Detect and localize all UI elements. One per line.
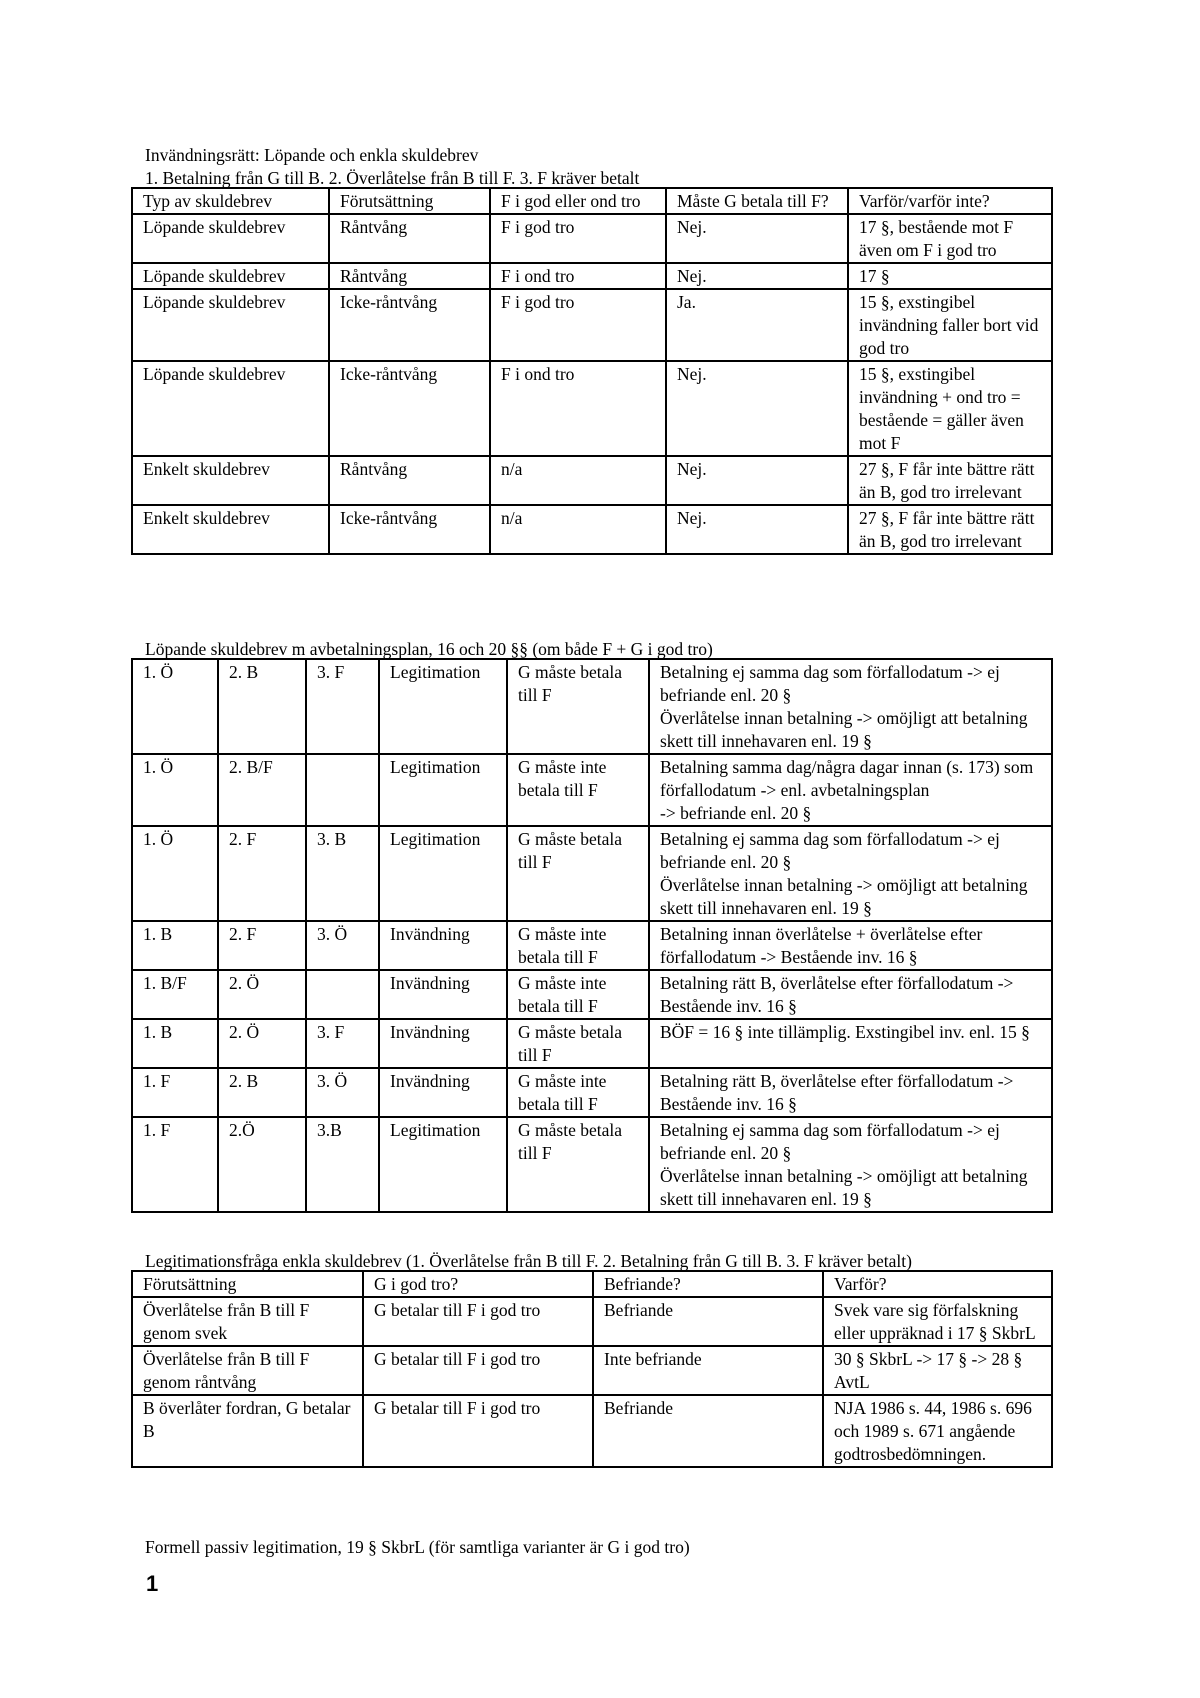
- table-cell: Invändning: [379, 1068, 507, 1117]
- table-cell: Nej.: [666, 505, 848, 554]
- table-cell: 1. F: [132, 1068, 218, 1117]
- table-cell: 2. B/F: [218, 754, 306, 826]
- table-cell: n/a: [490, 456, 666, 505]
- table-row: [132, 1068, 1052, 1117]
- table-cell: Ja.: [666, 289, 848, 361]
- table-cell: G måste inte betala till F: [507, 1068, 649, 1117]
- table-cell: G måste inte betala till F: [507, 754, 649, 826]
- table-cell: Svek vare sig förfalskning eller uppräknad i 17 § SkbrL: [823, 1297, 1052, 1346]
- table-cell: 30 § SkbrL -> 17 § -> 28 § AvtL: [823, 1346, 1052, 1395]
- table-cell: Befriande: [593, 1297, 823, 1346]
- table-cell: 17 §: [848, 263, 1052, 289]
- table-row: [132, 754, 1052, 826]
- header-cell: F i god eller ond tro: [490, 188, 666, 214]
- table-cell: Överlåtelse från B till F genom råntvång: [132, 1346, 363, 1395]
- table-cell: 2.Ö: [218, 1117, 306, 1212]
- table-cell: Betalning ej samma dag som förfallodatum -> ej befriande enl. 20 § Överlåtelse innan betalning -> omöjligt att betalning skett till innehavaren enl. 19 §: [649, 659, 1052, 754]
- table-cell: Nej.: [666, 456, 848, 505]
- table-cell: Betalning samma dag/några dagar innan (s. 173) som förfallodatum -> enl. avbetalningsplan -> befriande enl. 20 §: [649, 754, 1052, 826]
- table-cell: 1. B: [132, 1019, 218, 1068]
- table-header-row: [132, 188, 1052, 214]
- table-cell: 1. B: [132, 921, 218, 970]
- table-cell: Råntvång: [329, 456, 490, 505]
- table-cell: 3. B: [306, 826, 379, 921]
- table-cell: 3. Ö: [306, 1068, 379, 1117]
- table-cell: BÖF = 16 § inte tillämplig. Exstingibel inv. enl. 15 §: [649, 1019, 1052, 1068]
- table-cell: 2. B: [218, 1068, 306, 1117]
- table-cell: n/a: [490, 505, 666, 554]
- table-cell: Nej.: [666, 263, 848, 289]
- table-cell: Betalning ej samma dag som förfallodatum -> ej befriande enl. 20 § Överlåtelse innan betalning -> omöjligt att betalning skett till innehavaren enl. 19 §: [649, 1117, 1052, 1212]
- table-invandningsratt: [131, 187, 1053, 555]
- table-cell: F i god tro: [490, 214, 666, 263]
- table-cell: Betalning innan överlåtelse + överlåtelse efter förfallodatum -> Bestående inv. 16 §: [649, 921, 1052, 970]
- table-row: [132, 659, 1052, 754]
- table-cell: Enkelt skuldebrev: [132, 456, 329, 505]
- table-cell: Befriande: [593, 1395, 823, 1467]
- table-cell: G måste betala till F: [507, 659, 649, 754]
- table-row: [132, 921, 1052, 970]
- table-cell: Nej.: [666, 361, 848, 456]
- table-row: [132, 1395, 1052, 1467]
- table-cell: 1. Ö: [132, 754, 218, 826]
- table-cell: Icke-råntvång: [329, 361, 490, 456]
- page-number: 1: [146, 1571, 159, 1596]
- document-title: Invändningsrätt: Löpande och enkla skuldebrev: [145, 145, 479, 165]
- table-cell: F i ond tro: [490, 263, 666, 289]
- table-cell: Invändning: [379, 921, 507, 970]
- table-cell: Löpande skuldebrev: [132, 289, 329, 361]
- header-cell: Måste G betala till F?: [666, 188, 848, 214]
- table-cell: 2. Ö: [218, 1019, 306, 1068]
- table-row: [132, 263, 1052, 289]
- table-cell: 2. F: [218, 826, 306, 921]
- header-cell: Varför?: [823, 1271, 1052, 1297]
- table-cell: [306, 754, 379, 826]
- table-cell: Legitimation: [379, 754, 507, 826]
- table-cell: 27 §, F får inte bättre rätt än B, god tro irrelevant: [848, 505, 1052, 554]
- table-row: [132, 214, 1052, 263]
- table-cell: Överlåtelse från B till F genom svek: [132, 1297, 363, 1346]
- table-cell: 2. B: [218, 659, 306, 754]
- table-cell: 15 §, exstingibel invändning faller bort vid god tro: [848, 289, 1052, 361]
- table-legitimationsfraga: [131, 1270, 1053, 1468]
- table-cell: 3. F: [306, 659, 379, 754]
- table-cell: G måste inte betala till F: [507, 970, 649, 1019]
- table-cell: Löpande skuldebrev: [132, 361, 329, 456]
- table-avbetalningsplan: [131, 658, 1053, 1213]
- table-cell: 3.B: [306, 1117, 379, 1212]
- header-cell: Varför/varför inte?: [848, 188, 1052, 214]
- table-row: [132, 505, 1052, 554]
- table-cell: Invändning: [379, 1019, 507, 1068]
- table-cell: Icke-råntvång: [329, 289, 490, 361]
- table-row: [132, 826, 1052, 921]
- table-cell: Betalning rätt B, överlåtelse efter förfallodatum -> Bestående inv. 16 §: [649, 970, 1052, 1019]
- table-cell: G måste betala till F: [507, 1117, 649, 1212]
- header-cell: G i god tro?: [363, 1271, 593, 1297]
- table-cell: G betalar till F i god tro: [363, 1395, 593, 1467]
- table-cell: Legitimation: [379, 659, 507, 754]
- table-cell: 3. Ö: [306, 921, 379, 970]
- header-cell: Förutsättning: [329, 188, 490, 214]
- table-cell: Icke-råntvång: [329, 505, 490, 554]
- table-row: [132, 970, 1052, 1019]
- table-cell: Inte befriande: [593, 1346, 823, 1395]
- table-row: [132, 1117, 1052, 1212]
- header-cell: Förutsättning: [132, 1271, 363, 1297]
- table-header-row: [132, 1271, 1052, 1297]
- document-subtitle: 1. Betalning från G till B. 2. Överlåtelse från B till F. 3. F kräver betalt: [145, 168, 640, 188]
- table-cell: Invändning: [379, 970, 507, 1019]
- table-cell: 1. Ö: [132, 659, 218, 754]
- table-cell: G betalar till F i god tro: [363, 1346, 593, 1395]
- table-cell: G måste betala till F: [507, 826, 649, 921]
- table-cell: B överlåter fordran, G betalar B: [132, 1395, 363, 1467]
- table-cell: Nej.: [666, 214, 848, 263]
- section-heading-legitimationsfraga: Legitimationsfråga enkla skuldebrev (1. Överlåtelse från B till F. 2. Betalning från G till B. 3. F kräver betalt): [145, 1251, 912, 1271]
- table-cell: 27 §, F får inte bättre rätt än B, god tro irrelevant: [848, 456, 1052, 505]
- table-cell: Legitimation: [379, 826, 507, 921]
- table-cell: Löpande skuldebrev: [132, 214, 329, 263]
- table-row: [132, 361, 1052, 456]
- table-cell: G måste betala till F: [507, 1019, 649, 1068]
- section-heading-avbetalningsplan: Löpande skuldebrev m avbetalningsplan, 16 och 20 §§ (om både F + G i god tro): [145, 639, 713, 659]
- table-cell: 17 §, bestående mot F även om F i god tro: [848, 214, 1052, 263]
- table-cell: Råntvång: [329, 214, 490, 263]
- table-cell: Råntvång: [329, 263, 490, 289]
- table-cell: G måste inte betala till F: [507, 921, 649, 970]
- table-row: [132, 1346, 1052, 1395]
- table-cell: Löpande skuldebrev: [132, 263, 329, 289]
- table-cell: Legitimation: [379, 1117, 507, 1212]
- header-cell: Befriande?: [593, 1271, 823, 1297]
- table-row: [132, 1019, 1052, 1068]
- table-cell: F i god tro: [490, 289, 666, 361]
- table-cell: 1. B/F: [132, 970, 218, 1019]
- table-cell: 3. F: [306, 1019, 379, 1068]
- table-row: [132, 456, 1052, 505]
- table-cell: Betalning rätt B, överlåtelse efter förfallodatum -> Bestående inv. 16 §: [649, 1068, 1052, 1117]
- table-cell: Enkelt skuldebrev: [132, 505, 329, 554]
- table-cell: G betalar till F i god tro: [363, 1297, 593, 1346]
- table-cell: 2. F: [218, 921, 306, 970]
- header-cell: Typ av skuldebrev: [132, 188, 329, 214]
- footer-note: Formell passiv legitimation, 19 § SkbrL (för samtliga varianter är G i god tro): [145, 1537, 690, 1557]
- table-cell: Betalning ej samma dag som förfallodatum -> ej befriande enl. 20 § Överlåtelse innan betalning -> omöjligt att betalning skett till innehavaren enl. 19 §: [649, 826, 1052, 921]
- table-cell: 1. F: [132, 1117, 218, 1212]
- table-cell: 2. Ö: [218, 970, 306, 1019]
- table-row: [132, 1297, 1052, 1346]
- table-row: [132, 289, 1052, 361]
- table-cell: F i ond tro: [490, 361, 666, 456]
- table-cell: 1. Ö: [132, 826, 218, 921]
- table-cell: [306, 970, 379, 1019]
- table-cell: NJA 1986 s. 44, 1986 s. 696 och 1989 s. 671 angående godtrosbedömningen.: [823, 1395, 1052, 1467]
- table-cell: 15 §, exstingibel invändning + ond tro = bestående = gäller även mot F: [848, 361, 1052, 456]
